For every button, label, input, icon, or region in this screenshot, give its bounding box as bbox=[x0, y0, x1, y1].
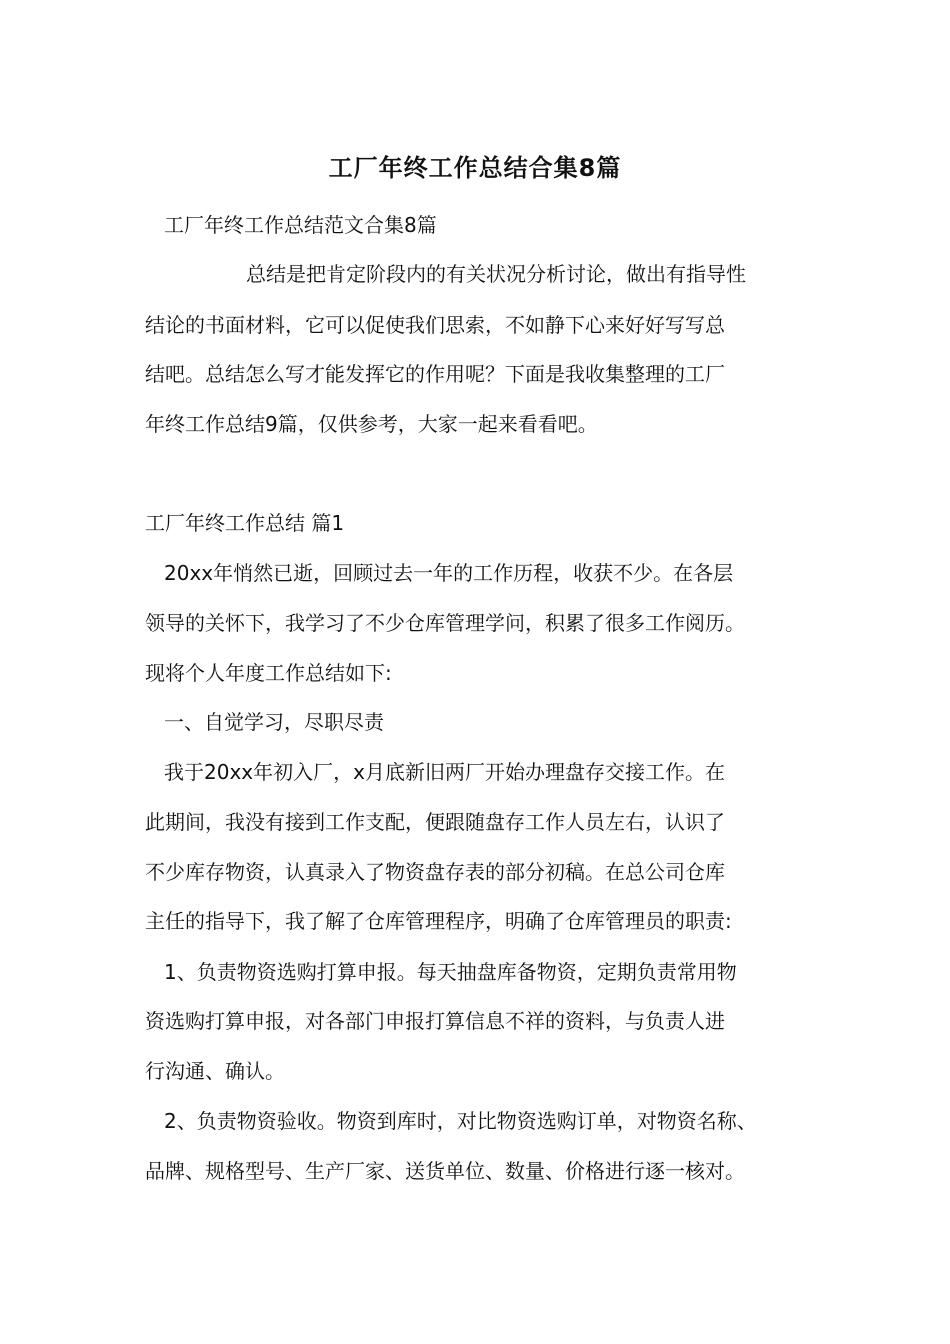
body-line: 一、自觉学习，尽职尽责 bbox=[164, 710, 384, 734]
body-line: 品牌、规格型号、生产厂家、送货单位、数量、价格进行逐一核对。 bbox=[145, 1159, 745, 1183]
body-line: 现将个人年度工作总结如下: bbox=[145, 661, 392, 685]
body-line: 行沟通、确认。 bbox=[145, 1059, 285, 1083]
body-line: 此期间，我没有接到工作支配，便跟随盘存工作人员左右，认识了 bbox=[145, 810, 725, 834]
section-heading: 工厂年终工作总结 篇1 bbox=[145, 511, 345, 535]
body-line: 我于20xx年初入厂，x月底新旧两厂开始办理盘存交接工作。在 bbox=[164, 760, 725, 784]
body-line: 资选购打算申报，对各部门申报打算信息不祥的资料，与负责人进 bbox=[145, 1009, 725, 1033]
document-subtitle: 工厂年终工作总结范文合集8篇 bbox=[164, 213, 437, 237]
body-line: 2、负责物资验收。物资到库时，对比物资选购订单，对物资名称、 bbox=[164, 1109, 757, 1133]
body-line: 主任的指导下，我了解了仓库管理程序，明确了仓库管理员的职责: bbox=[145, 909, 732, 933]
intro-line: 结论的书面材料，它可以促使我们思索，不如静下心来好好写写总 bbox=[145, 313, 725, 337]
body-line: 20xx年悄然已逝，回顾过去一年的工作历程，收获不少。在各层 bbox=[164, 561, 734, 585]
intro-line: 结吧。总结怎么写才能发挥它的作用呢？下面是我收集整理的工厂 bbox=[145, 362, 725, 386]
body-line: 1、负责物资选购打算申报。每天抽盘库备物资，定期负责常用物 bbox=[164, 960, 737, 984]
document-title: 工厂年终工作总结合集8篇 bbox=[328, 154, 622, 182]
body-line: 领导的关怀下，我学习了不少仓库管理学问，积累了很多工作阅历。 bbox=[145, 611, 745, 635]
body-line: 不少库存物资，认真录入了物资盘存表的部分初稿。在总公司仓库 bbox=[145, 860, 725, 884]
intro-line: 总结是把肯定阶段内的有关状况分析讨论，做出有指导性 bbox=[246, 262, 746, 286]
intro-line: 年终工作总结9篇，仅供参考，大家一起来看看吧。 bbox=[145, 412, 598, 436]
